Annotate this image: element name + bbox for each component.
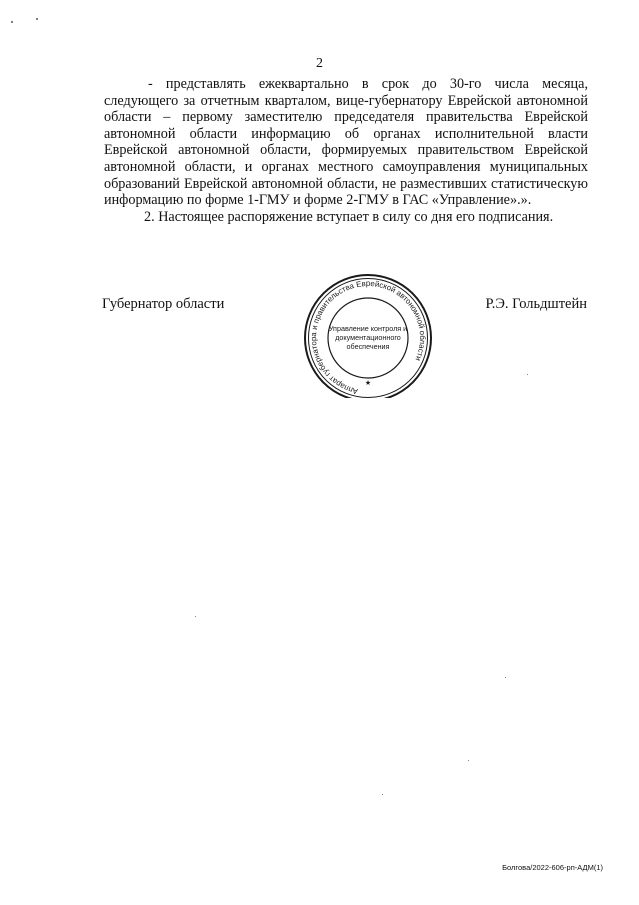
seal-graphic	[298, 272, 438, 398]
scan-speck	[468, 760, 469, 761]
seal-inner-line-2: документационного	[335, 333, 401, 342]
scan-speck	[195, 616, 196, 617]
signatory-name: Р.Э. Гольдштейн	[485, 296, 587, 312]
seal-inner-line-3: обеспечения	[346, 342, 390, 351]
official-seal	[298, 272, 438, 398]
registration-number: Болгова/2022-606-рп-АДМ(1)	[502, 863, 603, 872]
paragraph-effective-date: 2. Настоящее распоряжение вступает в силу со дня его подписания.	[144, 208, 554, 225]
scan-speck	[11, 21, 13, 23]
document-body	[104, 76, 588, 225]
scan-speck	[505, 677, 506, 678]
scan-speck	[382, 794, 383, 795]
seal-star-icon: ★	[364, 380, 372, 387]
signatory-position: Губернатор области	[102, 296, 225, 312]
seal-outer-text: Аппарат губернатора и правительства Еврейской автономной области	[309, 278, 428, 396]
seal-inner-line-1: Управление контроля и	[328, 324, 408, 333]
paragraph-reporting-duty: - представлять ежеквартально в срок до 30-го числа месяца, следующего за отчетным кварталом, вице-губернатору Еврейской автономной области – первому заместителю председателя правительства Еврейской автономной области информацию об органах исполнительной власти Еврейской автономной области, формируемых правительством Еврейской автономной области, и органах местного самоуправления муниципальных образований Еврейской автономной области, не разместивших статистическую информацию по форме 1-ГМУ и форме 2-ГМУ в ГАС «Управление».».	[104, 76, 588, 209]
page-number: 2	[316, 56, 323, 71]
scan-speck	[527, 374, 528, 375]
scan-speck	[36, 18, 38, 20]
